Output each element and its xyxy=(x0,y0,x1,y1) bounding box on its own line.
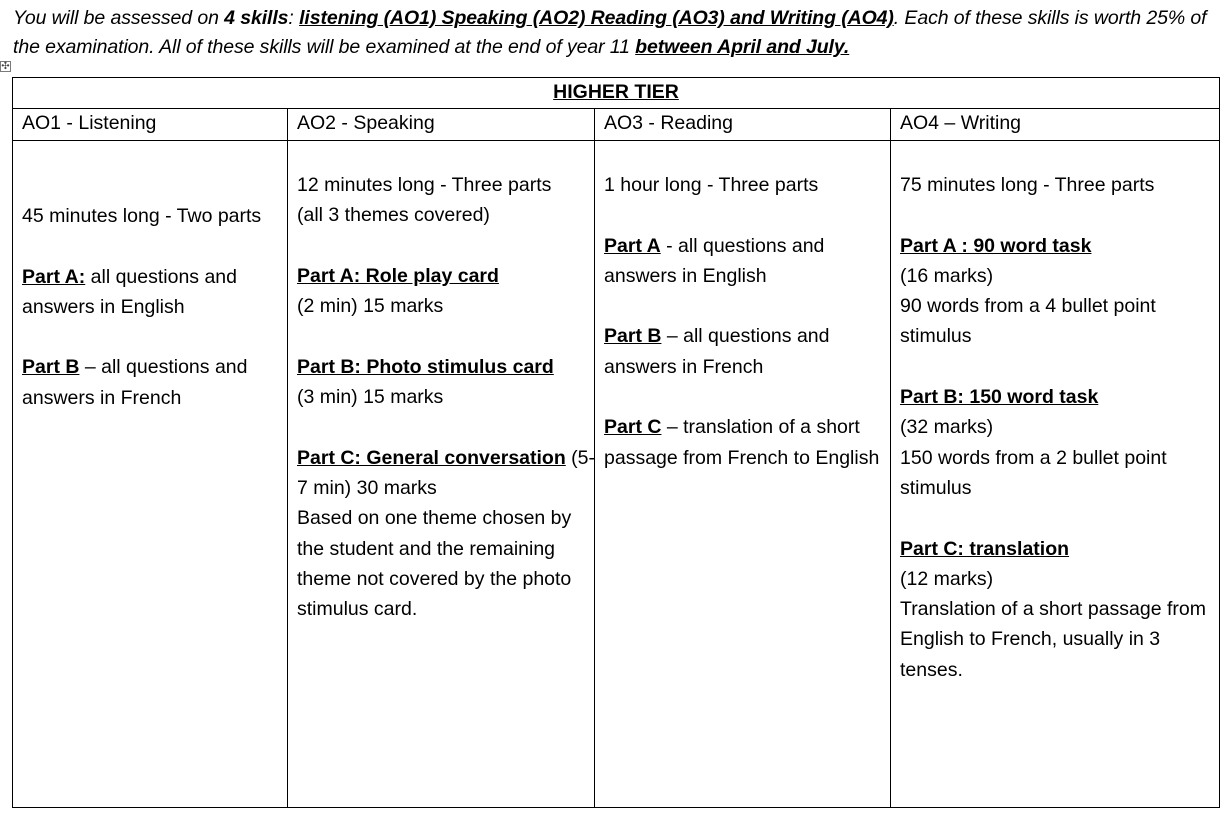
writing-duration: 75 minutes long - Three parts xyxy=(900,174,1155,196)
reading-cell xyxy=(594,140,890,807)
writing-part-c-label: Part C: translation xyxy=(900,537,1070,560)
speaking-duration: 12 minutes long - Three parts xyxy=(297,174,552,196)
listening-part-b xyxy=(22,352,283,382)
writing-part-b-marks: (32 marks) xyxy=(900,416,994,439)
intro-text-1: You will be assessed on xyxy=(13,7,225,29)
speaking-cell xyxy=(287,140,594,807)
header-listening: AO1 - Listening xyxy=(22,112,157,134)
speaking-themes: (all 3 themes covered) xyxy=(297,204,490,227)
intro-skills-list: listening (AO1) Speaking (AO2) Reading (AO3) and Writing (AO4) xyxy=(299,7,894,29)
tier-title: HIGHER TIER xyxy=(13,78,1219,109)
reading-part-c-text-2: passage from French to English xyxy=(604,446,880,469)
reading-part-c-label: Part C xyxy=(604,416,662,439)
listening-part-b-label: Part B xyxy=(22,356,80,379)
higher-tier-table xyxy=(12,77,1220,808)
writing-part-a-desc-2: stimulus xyxy=(900,325,972,348)
writing-cell xyxy=(890,140,1219,807)
writing-part-a-marks: (16 marks) xyxy=(900,264,994,287)
reading-part-b xyxy=(604,321,886,351)
table-header-row xyxy=(13,108,1219,141)
table-move-handle-icon[interactable]: ✣ xyxy=(1,61,10,72)
writing-part-a-label: Part A : 90 word task xyxy=(900,234,1092,257)
speaking-part-c-label: Part C: General conversation xyxy=(297,446,566,469)
speaking-part-c xyxy=(297,443,596,473)
listening-part-a-label: Part A: xyxy=(22,265,86,288)
intro-skills-count: 4 skills xyxy=(224,7,289,29)
listening-part-b-text-2: answers in French xyxy=(22,386,182,409)
listening-part-a-text: all questions and xyxy=(85,265,237,288)
reading-part-b-label: Part B xyxy=(604,325,662,348)
reading-part-c-text: – translation of a short xyxy=(661,416,860,439)
listening-part-a xyxy=(22,262,283,292)
intro-text-3: . Each of these skills is worth 25% of the examination. All of these skills will be examined at the end of year 11 xyxy=(13,7,1207,58)
writing-part-b-label: Part B: 150 word task xyxy=(900,386,1099,409)
speaking-part-a-detail: (2 min) 15 marks xyxy=(297,295,444,318)
reading-part-a-text-2: answers in English xyxy=(604,264,767,287)
listening-part-b-text: – all questions and xyxy=(79,356,248,379)
speaking-part-c-detail: (5- xyxy=(565,446,596,469)
intro-paragraph xyxy=(13,4,1223,62)
writing-part-c-desc-1: Translation of a short passage from xyxy=(900,598,1207,621)
reading-duration: 1 hour long - Three parts xyxy=(604,174,819,196)
speaking-part-c-detail-2: 7 min) 30 marks xyxy=(297,476,437,499)
table-body-row xyxy=(13,140,1219,807)
speaking-part-b-label: Part B: Photo stimulus card xyxy=(297,355,554,378)
writing-part-c-desc-2: English to French, usually in 3 xyxy=(900,628,1161,651)
writing-part-a-desc-1: 90 words from a 4 bullet point xyxy=(900,295,1156,318)
reading-part-b-text-2: answers in French xyxy=(604,355,764,378)
speaking-part-b-detail: (3 min) 15 marks xyxy=(297,386,444,409)
intro-exam-window: between April and July. xyxy=(635,36,850,58)
writing-part-b-desc-1: 150 words from a 2 bullet point xyxy=(900,446,1167,469)
writing-part-c-desc-3: tenses. xyxy=(900,658,963,681)
intro-text-2: : xyxy=(288,7,300,29)
header-speaking: AO2 - Speaking xyxy=(287,108,594,140)
reading-part-a-label: Part A xyxy=(604,234,661,257)
header-writing: AO4 – Writing xyxy=(890,108,1219,140)
listening-duration: 45 minutes long - Two parts xyxy=(22,205,262,227)
listening-part-a-text-2: answers in English xyxy=(22,295,185,318)
speaking-part-a-label: Part A: Role play card xyxy=(297,264,499,287)
speaking-part-c-note: Based on one theme chosen by the student and the remaining theme not covered by the photo stimulus card. xyxy=(297,507,572,621)
reading-part-a xyxy=(604,231,886,261)
writing-part-b-desc-2: stimulus xyxy=(900,476,972,499)
listening-cell xyxy=(13,140,287,807)
writing-part-c-marks: (12 marks) xyxy=(900,567,994,590)
reading-part-c xyxy=(604,412,886,442)
header-reading: AO3 - Reading xyxy=(594,108,890,140)
reading-part-b-text: – all questions and xyxy=(661,325,830,348)
reading-part-a-text: - all questions and xyxy=(660,234,825,257)
